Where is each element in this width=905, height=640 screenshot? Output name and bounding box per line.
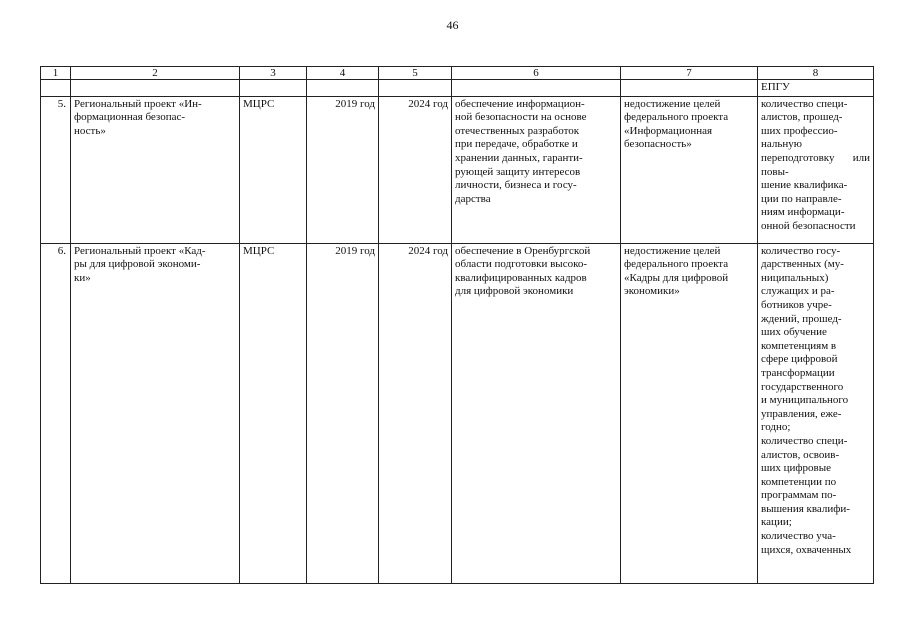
continuation-row [41, 80, 874, 97]
table-row [41, 243, 874, 583]
header-col-5: 5 [379, 67, 452, 80]
risk-description: недостижение целей федерального проекта «Информационная безопасность» [621, 96, 758, 243]
header-col-8: 8 [758, 67, 874, 80]
executor: МЦРС [240, 96, 307, 243]
risk-description: недостижение целей федерального проекта «Кадры для цифровой экономики» [621, 243, 758, 583]
row-number: 6. [41, 243, 71, 583]
projects-table [40, 66, 874, 584]
indicators: количество госу- дарственных (му- ниципальных) служащих и ра- ботников учре- ждений, прошед- ших обучение компетенциям в сфере цифровой трансформации государственного и муниципального управления, еже- годно; количество специ- алистов, освоив- ших цифровые компетенции по программам по- вышения квалифи- кации; количество уча- щихся, охваченных [758, 243, 874, 583]
project-name: Региональный проект «Ин- формационная безопас- ность» [71, 96, 240, 243]
header-col-3: 3 [240, 67, 307, 80]
executor: МЦРС [240, 243, 307, 583]
header-col-6: 6 [452, 67, 621, 80]
project-goal: обеспечение в Оренбургской области подготовки высоко- квалифицированных кадров для цифровой экономики [452, 243, 621, 583]
project-goal: обеспечение информацион- ной безопасности на основе отечественных разработок при передаче, обработке и хранении данных, гаранти- рующей защиту интересов личности, бизнеса и госу- дарства [452, 96, 621, 243]
row-number: 5. [41, 96, 71, 243]
start-year: 2019 год [307, 96, 379, 243]
start-year: 2019 год [307, 243, 379, 583]
indicators: количество специ- алистов, прошед- ших профессио- нальную переподготовку или повы- шение квалифика- ции по направле- ниям информаци- онной безопасности [758, 96, 874, 243]
end-year: 2024 год [379, 243, 452, 583]
continuation-indicator: ЕПГУ [758, 80, 874, 97]
project-name: Региональный проект «Кад- ры для цифровой экономи- ки» [71, 243, 240, 583]
header-col-4: 4 [307, 67, 379, 80]
header-col-2: 2 [71, 67, 240, 80]
table-row [41, 96, 874, 243]
header-col-7: 7 [621, 67, 758, 80]
end-year: 2024 год [379, 96, 452, 243]
page-number: 46 [446, 18, 459, 32]
header-row [41, 67, 874, 80]
header-col-1: 1 [41, 67, 71, 80]
